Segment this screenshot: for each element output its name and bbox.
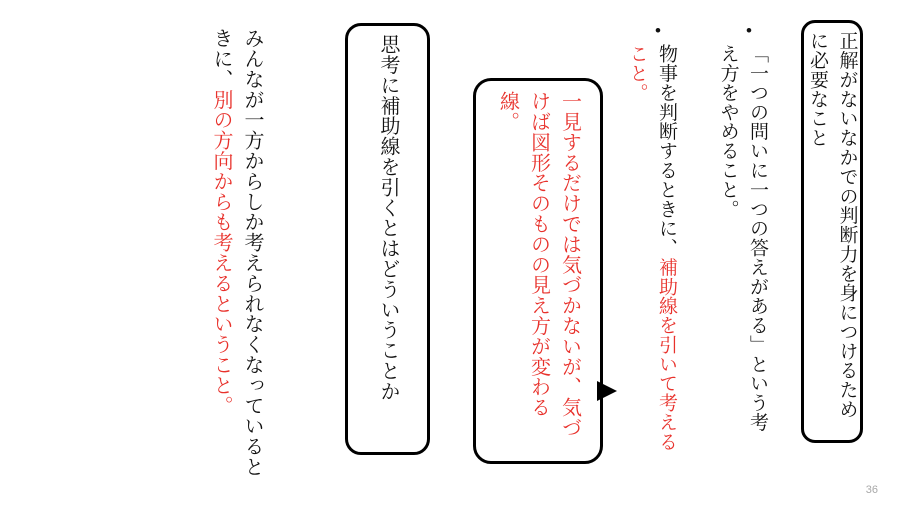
left-text-body: [205, 28, 267, 478]
left-text-black: みんなが一方からしか考えられなくなっているときに、: [210, 28, 263, 477]
right-box-text: 正解がないなかでの判断力を身につけるために必要なこと: [807, 31, 858, 419]
list-item: [600, 22, 695, 472]
bullet-2-text: [622, 44, 681, 464]
bullet-dot-icon: •: [655, 21, 661, 40]
balloon-tail-icon: [597, 381, 617, 401]
bullet-2-text-black: 物事を判断するときに、: [656, 44, 677, 258]
middle-outlined-box: [345, 23, 430, 455]
bullet-dot-icon: •: [746, 21, 752, 40]
list-item: [695, 22, 790, 472]
left-text-red: 別の方向からも考えるということ。: [210, 89, 232, 416]
bullet-list: [600, 22, 790, 482]
bullet-2-text-red: 補助線を引いて考えること。: [626, 44, 677, 451]
page-number: 36: [865, 484, 878, 496]
left-free-text: [205, 28, 325, 488]
red-speech-balloon: [473, 78, 603, 464]
bullet-1-text: 「一つの問いに一つの答えがある」という考え方をやめること。: [717, 44, 768, 432]
balloon-text: 一見するだけでは気づかないが、気づけば図形そのものの見え方が変わる線。: [496, 91, 581, 438]
right-outlined-box: [801, 20, 863, 443]
middle-box-text: 思考に補助線を引くとはどういうことか: [377, 34, 399, 402]
